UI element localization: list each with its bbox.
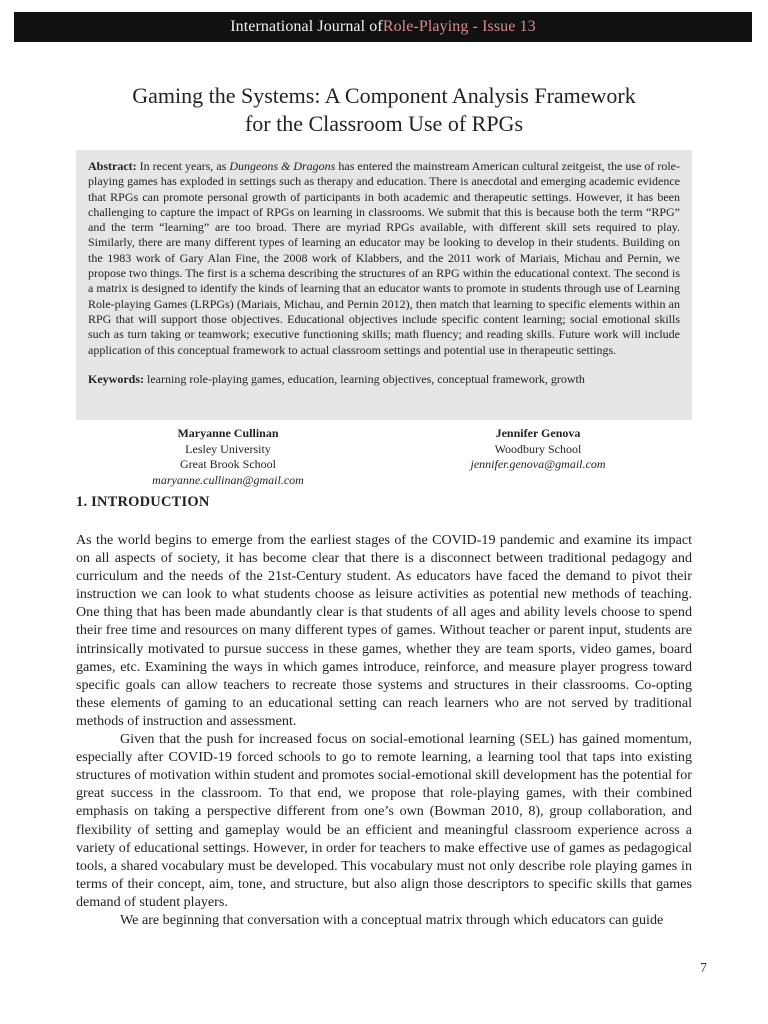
page-number: 7 xyxy=(700,961,707,976)
body-paragraph: Given that the push for increased focus on social-emotional learning (SEL) has gained momentum, especially after COVID-19 forced schools to go to remote learning, a learning tool that taps into existing structures of motivation within student and promotes social-emotional skill development has the potential for great success in the classroom. To that end, we propose that role-playing games, with their combined emphasis on taking a perspective different from one’s own (Bowman 2010, 8), group collaboration, and flexibility of setting and gameplay would be an efficient and meaningful classroom experience across a variety of educational settings. However, in order for teachers to make effective use of games as pedagogical tools, a shared vocabulary must be developed. This vocabulary must not only describe role playing games in terms of their concept, aim, tone, and structure, but also align those descriptors to specific skills that games demand of student players. xyxy=(76,731,692,910)
abstract-body: has entered the mainstream American cultural zeitgeist, the use of role-playing games has exploded in settings such as therapy and education. There is anecdotal and emerging academic evidence that RPGs can promote personal growth of participants in both academic and therapeutic settings. However, it has been challenging to capture the impact of RPGs on learning in classrooms. We submit that this is because both the term “RPG” and the term “learning” are too broad. There are myriad RPGs available, with different skill sets required to play. Similarly, there are many different types of learning an educator may be looking to develop in their students. Building on the 1983 work of Gary Alan Fine, the 2008 work of Klabbers, and the 2011 work of Mariais, Michau and Pernin, we propose two things. The first is a schema describing the structures of an RPG within the educational context. The second is a matrix is designed to identify the kinds of learning that an educator wants to promote in students through use of Learning Role-playing Games (LRPGs) (Mariais, Michau, and Pernin 2012), then match that learning to specific elements within an RPG that will support those objectives. Educational objectives include specific content learning; social emotional skills such as turn taking or teamwork; executive functioning skills; math fluency; and reading skills. Future work will include application of this conceptual framework to actual classroom settings and potential use in therapeutic settings. xyxy=(88,159,680,357)
author-affiliation: Great Brook School xyxy=(180,457,276,471)
paper-title xyxy=(60,82,708,138)
author-affiliation: Woodbury School xyxy=(494,441,582,456)
section-heading: 1. INTRODUCTION xyxy=(76,494,210,510)
paper-title-line-2: for the Classroom Use of RPGs xyxy=(244,111,524,136)
journal-issue: Role-Playing - Issue 13 xyxy=(382,18,536,35)
author-affiliation: Lesley University xyxy=(185,441,271,456)
author-email: jennifer.genova@gmail.com xyxy=(470,457,606,471)
author-name: Jennifer Genova xyxy=(495,426,581,440)
keywords-label: Keywords: xyxy=(88,371,144,386)
paper-title-line-1: Gaming the Systems: A Component Analysis Framework xyxy=(132,83,636,108)
abstract-text xyxy=(88,159,680,358)
author-name: Maryanne Cullinan xyxy=(177,426,279,440)
abstract-game-title: Dungeons & Dragons xyxy=(229,159,336,173)
body-paragraph: We are beginning that conversation with a conceptual matrix through which educators can guide xyxy=(120,911,664,928)
journal-header-bar xyxy=(14,12,752,42)
author-2 xyxy=(408,426,668,473)
body-paragraph: As the world begins to emerge from the earliest stages of the COVID-19 pandemic and examine its impact on all aspects of society, it has become clear that there is a disconnect between traditional pedagogy and curriculum and the needs of the 21st-Century student. As educators have faced the demand to pivot their instruction we can look to what students choose as leisure activities as potential new methods of teaching. One thing that has been made abundantly clear is that students of all ages and ability levels choose to spend their free time and resources on many different types of games. Without teacher or parent input, students are intrinsically motivated to pursue success in these games, whether they are team sports, video games, board games, etc. Examining the ways in which games introduce, reinforce, and measure player progress toward specific goals can allow teachers to recreate those systems and structures in their classrooms. Co-opting these elements of gaming to an educational setting can reach learners who are not served by traditional methods of instruction and assessment. xyxy=(76,532,692,729)
keywords xyxy=(88,372,680,387)
abstract-label: Abstract: xyxy=(88,159,137,173)
keywords-list: learning role-playing games, education, learning objectives, conceptual framework, growth xyxy=(144,371,585,386)
abstract-lead: In recent years, as xyxy=(136,159,230,173)
body-text xyxy=(76,531,692,929)
journal-name: International Journal of xyxy=(230,18,383,35)
author-email: maryanne.cullinan@gmail.com xyxy=(152,472,304,487)
author-1 xyxy=(98,426,358,488)
abstract-box xyxy=(76,150,692,420)
